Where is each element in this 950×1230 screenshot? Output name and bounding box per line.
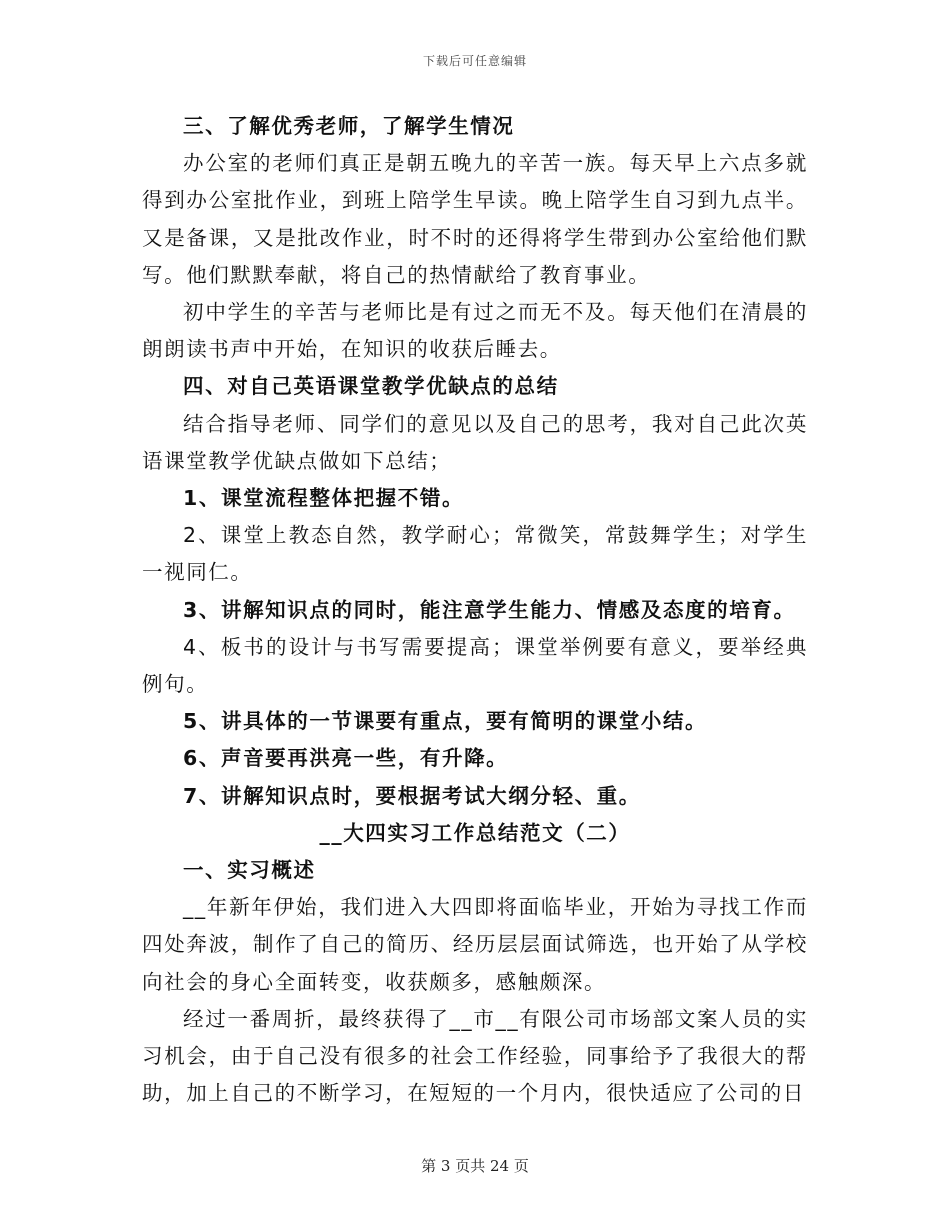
body-paragraph: 办公室的老师们真正是朝五晚九的辛苦一族。每天早上六点多就得到办公室批作业，到班上陪学生早读。晚上陪学生自习到九点半。又是备课，又是批改作业，时不时的还得将学生带到办公室给他们默写。他们默默奉献，将自己的热情献给了教育事业。 bbox=[142, 151, 808, 287]
body-paragraph: __年新年伊始，我们进入大四即将面临毕业，开始为寻找工作而四处奔波，制作了自己的简历、经历层层面试筛选，也开始了从学校向社会的身心全面转变，收获颇多，感触颇深。 bbox=[142, 895, 808, 994]
body-paragraph: 结合指导老师、同学们的意见以及自己的思考，我对自己此次英语课堂教学优缺点做如下总结； bbox=[142, 411, 808, 473]
list-item: 4、板书的设计与书写需要提高；课堂举例要有意义，要举经典例句。 bbox=[142, 634, 808, 697]
body-paragraph: 初中学生的辛苦与老师比是有过之而无不及。每天他们在清晨的朗朗读书声中开始，在知识的收获后睡去。 bbox=[142, 300, 808, 362]
list-item: 2、课堂上教态自然，教学耐心；常微笑，常鼓舞学生；对学生一视同仁。 bbox=[142, 523, 808, 585]
list-item: 1、课堂流程整体把握不错。 bbox=[183, 486, 465, 511]
document-body bbox=[142, 108, 808, 1112]
section-heading: 三、了解优秀老师，了解学生情况 bbox=[183, 114, 515, 138]
list-item: 5、讲具体的一节课要有重点，要有简明的课堂小结。 bbox=[183, 709, 708, 734]
body-paragraph: 经过一番周折，最终获得了__市__有限公司市场部文案人员的实习机会，由于自己没有很多的社会工作经验，同事给予了我很大的帮助，加上自己的不断学习，在短短的一个月内，很快适应了公司的日 bbox=[142, 1006, 808, 1106]
list-item: 6、声音要再洪亮一些，有升降。 bbox=[183, 746, 509, 771]
page-header: 下载后可任意编辑 bbox=[422, 54, 527, 68]
list-item: 3、讲解知识点的同时，能注意学生能力、情感及态度的培育。 bbox=[183, 597, 796, 622]
list-item: 7、讲解知识点时，要根据考试大纲分轻、重。 bbox=[183, 783, 641, 808]
page-footer: 第 3 页共 24 页 bbox=[421, 1157, 529, 1175]
document-subtitle: __大四实习工作总结范文（二） bbox=[319, 820, 631, 845]
section-heading: 四、对自己英语课堂教学优缺点的总结 bbox=[183, 374, 559, 399]
section-heading: 一、实习概述 bbox=[183, 858, 316, 883]
